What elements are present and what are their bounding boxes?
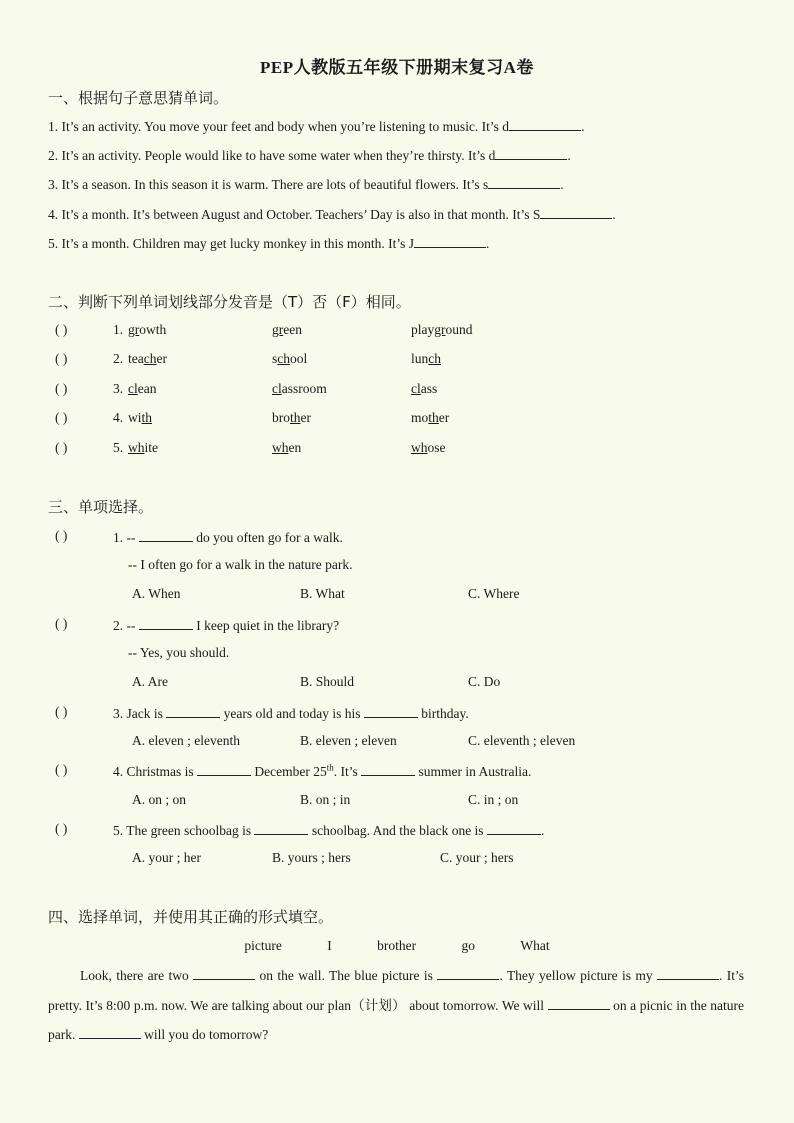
answer-blank[interactable] bbox=[197, 762, 251, 776]
word-3: mother bbox=[411, 410, 450, 425]
word-bank-item: go bbox=[461, 938, 475, 953]
answer-blank[interactable] bbox=[166, 704, 220, 718]
word-2: school bbox=[272, 351, 308, 366]
word-1: white bbox=[128, 440, 158, 455]
q3-stem: 3. Jack is years old and today is his birthday. bbox=[113, 706, 469, 721]
q1-stem: 1. -- do you often go for a walk. bbox=[113, 530, 343, 545]
q2-response: -- Yes, you should. bbox=[128, 645, 230, 660]
row-number: 3. bbox=[113, 381, 124, 396]
q5-option-b[interactable]: B. yours ; hers bbox=[272, 850, 351, 865]
answer-blank[interactable] bbox=[437, 966, 499, 980]
answer-paren[interactable]: ( ) bbox=[55, 616, 68, 631]
s1-item-4: 4. It’s a month. It’s between August and October. Teachers’ Day is also in that month. It’s S . bbox=[48, 207, 616, 222]
q4-option-b[interactable]: B. on ; in bbox=[300, 792, 351, 807]
s1-item-1: 1. It’s an activity. You move your feet and body when you’re listening to music. It’s d . bbox=[48, 119, 585, 134]
q2-option-a[interactable]: A. Are bbox=[132, 674, 168, 689]
row-number: 5. bbox=[113, 440, 124, 455]
row-number: 1. bbox=[113, 322, 124, 337]
row-number: 2. bbox=[113, 351, 124, 366]
answer-blank[interactable] bbox=[487, 821, 541, 835]
q4-option-a[interactable]: A. on ; on bbox=[132, 792, 186, 807]
answer-blank[interactable] bbox=[364, 704, 418, 718]
answer-paren[interactable]: ( ) bbox=[55, 528, 68, 543]
word-bank-item: brother bbox=[377, 938, 417, 953]
s1-item-2: 2. It’s an activity. People would like to have some water when they’re thirsty. It’s d . bbox=[48, 148, 571, 163]
word-3: lunch bbox=[411, 351, 442, 366]
q3-option-b[interactable]: B. eleven ; eleven bbox=[300, 733, 397, 748]
word-3: class bbox=[411, 381, 438, 396]
answer-blank[interactable] bbox=[540, 205, 612, 219]
answer-paren[interactable]: ( ) bbox=[55, 381, 68, 396]
word-2: when bbox=[272, 440, 302, 455]
section4-heading: 四、选择单词，并使用其正确的形式填空。 bbox=[48, 908, 334, 926]
q1-response: -- I often go for a walk in the nature park. bbox=[128, 557, 353, 572]
q2-option-b[interactable]: B. Should bbox=[300, 674, 355, 689]
answer-paren[interactable]: ( ) bbox=[55, 821, 68, 836]
word-bank-item: I bbox=[327, 938, 332, 953]
word-2: green bbox=[272, 322, 302, 337]
section1-heading: 一、根据句子意思猜单词。 bbox=[48, 89, 229, 107]
answer-blank[interactable] bbox=[139, 616, 193, 630]
q1-option-c[interactable]: C. Where bbox=[468, 586, 520, 601]
word-2: brother bbox=[272, 410, 312, 425]
q5-option-a[interactable]: A. your ; her bbox=[132, 850, 201, 865]
answer-blank[interactable] bbox=[488, 175, 560, 189]
answer-blank[interactable] bbox=[254, 821, 308, 835]
q1-option-a[interactable]: A. When bbox=[132, 586, 181, 601]
q2-stem: 2. -- I keep quiet in the library? bbox=[113, 618, 340, 633]
word-bank-item: picture bbox=[244, 938, 282, 953]
s1-item-3: 3. It’s a season. In this season it is warm. There are lots of beautiful flowers. It’s s . bbox=[48, 177, 564, 192]
q4-stem: 4. Christmas is December 25th. It’s summer in Australia. bbox=[113, 762, 532, 779]
section2-heading: 二、判断下列单词划线部分发音是（T）否（F）相同。 bbox=[48, 293, 411, 311]
page-title: PEP人教版五年级下册期末复习A卷 bbox=[260, 58, 534, 77]
word-bank bbox=[0, 938, 794, 954]
row-number: 4. bbox=[113, 410, 124, 425]
word-1: clean bbox=[128, 381, 157, 396]
answer-blank[interactable] bbox=[414, 234, 486, 248]
q3-option-a[interactable]: A. eleven ; eleventh bbox=[132, 733, 240, 748]
answer-blank[interactable] bbox=[509, 117, 581, 131]
answer-paren[interactable]: ( ) bbox=[55, 351, 68, 366]
answer-paren[interactable]: ( ) bbox=[55, 322, 68, 337]
word-1: growth bbox=[128, 322, 167, 337]
answer-blank[interactable] bbox=[657, 966, 719, 980]
answer-paren[interactable]: ( ) bbox=[55, 410, 68, 425]
answer-blank[interactable] bbox=[79, 1025, 141, 1039]
answer-blank[interactable] bbox=[548, 996, 610, 1010]
answer-blank[interactable] bbox=[139, 528, 193, 542]
section3-heading: 三、单项选择。 bbox=[48, 498, 154, 516]
q5-stem: 5. The green schoolbag is schoolbag. And the black one is . bbox=[113, 823, 545, 838]
q2-option-c[interactable]: C. Do bbox=[468, 674, 501, 689]
word-1: with bbox=[128, 410, 153, 425]
word-1: teacher bbox=[128, 351, 167, 366]
answer-blank[interactable] bbox=[193, 966, 255, 980]
word-3: whose bbox=[411, 440, 446, 455]
q1-option-b[interactable]: B. What bbox=[300, 586, 345, 601]
word-2: classroom bbox=[272, 381, 327, 396]
answer-paren[interactable]: ( ) bbox=[55, 440, 68, 455]
answer-blank[interactable] bbox=[495, 146, 567, 160]
s1-item-5: 5. It’s a month. Children may get lucky monkey in this month. It’s J . bbox=[48, 236, 490, 251]
answer-paren[interactable]: ( ) bbox=[55, 704, 68, 719]
answer-paren[interactable]: ( ) bbox=[55, 762, 68, 777]
cloze-paragraph: Look, there are two on the wall. The blue picture is . They yellow picture is my . It’s pretty. It’s 8:00 p.m. now. We are talking about our plan（计划） about tomorrow. We will on a picnic in the nature park. will you do tomorrow? bbox=[48, 968, 745, 1042]
word-3: playground bbox=[411, 322, 473, 337]
q5-option-c[interactable]: C. your ; hers bbox=[440, 850, 514, 865]
word-bank-item: What bbox=[520, 938, 550, 953]
q4-option-c[interactable]: C. in ; on bbox=[468, 792, 519, 807]
q3-option-c[interactable]: C. eleventh ; eleven bbox=[468, 733, 576, 748]
answer-blank[interactable] bbox=[361, 762, 415, 776]
